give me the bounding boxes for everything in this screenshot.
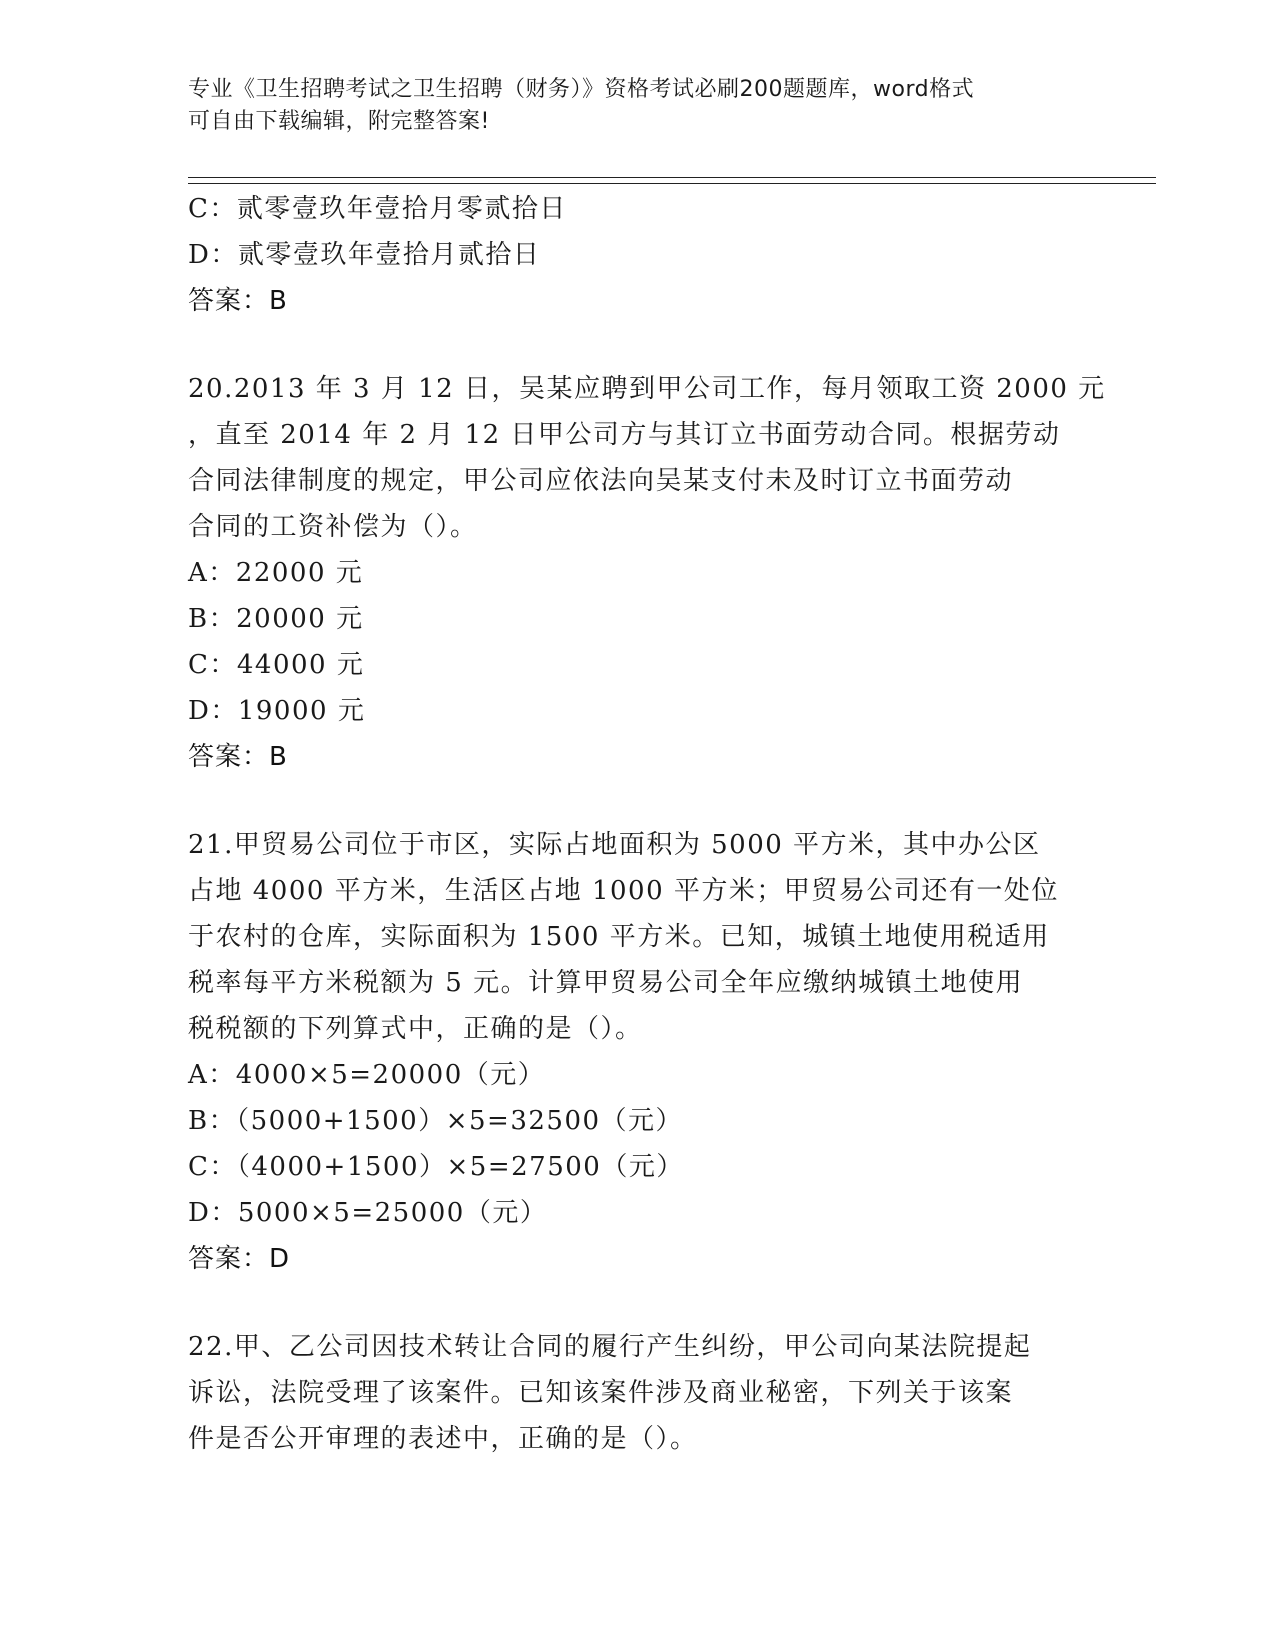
document-body <box>188 186 1106 1462</box>
prev-question <box>188 186 1088 324</box>
answer-line: 答案：B <box>188 286 288 316</box>
question-text-line: 21.甲贸易公司位于市区，实际占地面积为 5000 平方米，其中办公区 <box>188 830 1041 860</box>
option-a: A：22000 元 <box>188 558 364 588</box>
spacer <box>188 1282 1088 1324</box>
header-rule-top <box>188 177 1156 178</box>
question-text-line: 件是否公开审理的表述中，正确的是（）。 <box>188 1424 698 1454</box>
option-d: D：贰零壹玖年壹拾月贰拾日 <box>188 240 541 270</box>
answer-line: 答案：B <box>188 742 288 772</box>
option-c: C：44000 元 <box>188 650 365 680</box>
option-b: B：（5000+1500）×5=32500（元） <box>188 1106 684 1136</box>
question-text-line: 20.2013 年 3 月 12 日，吴某应聘到甲公司工作，每月领取工资 2000 元 <box>188 374 1106 404</box>
header-line-1: 专业《卫生招聘考试之卫生招聘（财务）》资格考试必刷200题题库，word格式 <box>188 77 975 102</box>
header-line-2: 可自由下载编辑，附完整答案! <box>188 109 490 134</box>
question-text-line: 诉讼，法院受理了该案件。已知该案件涉及商业秘密，下列关于该案 <box>188 1378 1014 1408</box>
answer-line: 答案：D <box>188 1244 291 1274</box>
option-c: C：（4000+1500）×5=27500（元） <box>188 1152 684 1182</box>
option-a: A：4000×5=20000（元） <box>188 1060 546 1090</box>
question-20 <box>188 366 1106 780</box>
option-d: D：19000 元 <box>188 696 366 726</box>
spacer <box>188 780 1088 822</box>
question-text-line: 合同法律制度的规定，甲公司应依法向吴某支付未及时订立书面劳动 <box>188 466 1014 496</box>
question-21 <box>188 822 1088 1282</box>
question-22 <box>188 1324 1088 1462</box>
question-text-line: 22.甲、乙公司因技术转让合同的履行产生纠纷，甲公司向某法院提起 <box>188 1332 1032 1362</box>
question-text-line: 占地 4000 平方米，生活区占地 1000 平方米；甲贸易公司还有一处位 <box>188 876 1059 906</box>
option-d: D：5000×5=25000（元） <box>188 1198 548 1228</box>
question-text-line: ，直至 2014 年 2 月 12 日甲公司方与其订立书面劳动合同。根据劳动 <box>188 420 1061 450</box>
page-header <box>188 74 1088 138</box>
option-b: B：20000 元 <box>188 604 364 634</box>
question-text-line: 合同的工资补偿为（）。 <box>188 512 478 542</box>
option-c: C：贰零壹玖年壹拾月零贰拾日 <box>188 194 567 224</box>
header-rule-bottom <box>188 183 1156 184</box>
spacer <box>188 324 1088 366</box>
question-text-line: 税率每平方米税额为 5 元。计算甲贸易公司全年应缴纳城镇土地使用 <box>188 968 1024 998</box>
question-text-line: 税税额的下列算式中，正确的是（）。 <box>188 1014 643 1044</box>
question-text-line: 于农村的仓库，实际面积为 1500 平方米。已知，城镇土地使用税适用 <box>188 922 1050 952</box>
